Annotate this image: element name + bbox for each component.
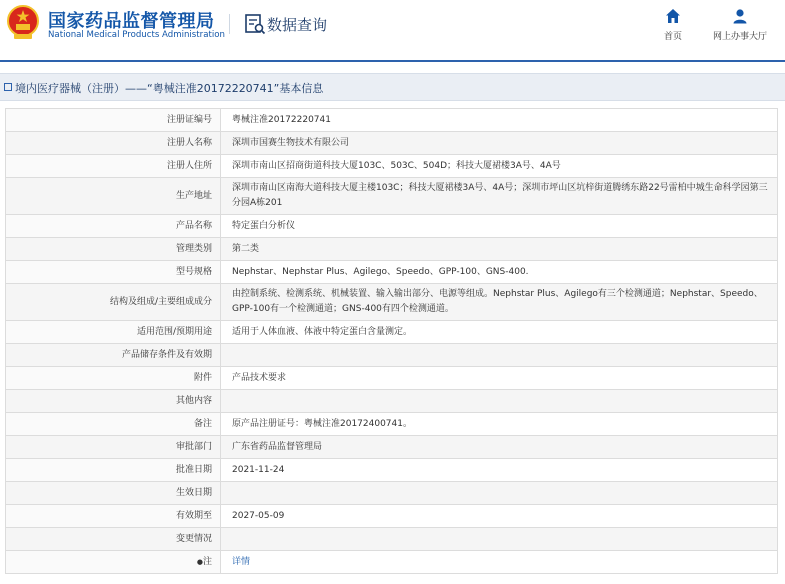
table-row xyxy=(6,109,778,132)
row-value: 2027-05-09 xyxy=(221,505,778,528)
table-row xyxy=(6,261,778,284)
table-row xyxy=(6,390,778,413)
table-row xyxy=(6,238,778,261)
user-icon xyxy=(732,8,748,24)
row-label: 结构及组成/主要组成成分 xyxy=(6,284,221,321)
row-value: 深圳市国赛生物技术有限公司 xyxy=(221,132,778,155)
row-value: 原产品注册证号：粤械注准20172400741。 xyxy=(221,413,778,436)
row-label: 注册人住所 xyxy=(6,155,221,178)
table-row xyxy=(6,321,778,344)
details-link[interactable]: 详情 xyxy=(232,556,251,567)
table-row xyxy=(6,459,778,482)
row-label: 适用范围/预期用途 xyxy=(6,321,221,344)
site-subtitle: National Medical Products Administration xyxy=(48,30,225,40)
table-row xyxy=(6,528,778,551)
row-value: 产品技术要求 xyxy=(221,367,778,390)
table-row xyxy=(6,178,778,215)
row-label: 注册证编号 xyxy=(6,109,221,132)
row-label: 生效日期 xyxy=(6,482,221,505)
table-row xyxy=(6,155,778,178)
row-value: 深圳市南山区招商街道科技大厦103C、503C、504D；科技大厦裙楼3A号、4A号 xyxy=(221,155,778,178)
row-value: 特定蛋白分析仪 xyxy=(221,215,778,238)
row-label: 变更情况 xyxy=(6,528,221,551)
row-label: 批准日期 xyxy=(6,459,221,482)
table-row xyxy=(6,284,778,321)
row-value-note xyxy=(221,551,778,574)
header-divider xyxy=(229,14,230,34)
square-bullet-icon xyxy=(4,83,12,91)
row-label: 备注 xyxy=(6,413,221,436)
row-label: 管理类别 xyxy=(6,238,221,261)
home-icon xyxy=(665,8,681,24)
row-value: Nephstar、Nephstar Plus、Agilego、Speedo、GPP-100、GNS-400. xyxy=(221,261,778,284)
row-value xyxy=(221,344,778,367)
header-accent-line xyxy=(0,60,785,62)
row-label: 审批部门 xyxy=(6,436,221,459)
row-value: 2021-11-24 xyxy=(221,459,778,482)
nav-service-hall-button[interactable] xyxy=(708,8,772,48)
data-query-label: 数据查询 xyxy=(267,16,328,34)
row-label: 产品储存条件及有效期 xyxy=(6,344,221,367)
note-label: 注 xyxy=(202,556,212,567)
bullet-dot-icon: ● xyxy=(196,557,203,566)
row-value xyxy=(221,528,778,551)
row-label: 其他内容 xyxy=(6,390,221,413)
table-row-note xyxy=(6,551,778,574)
table-row xyxy=(6,482,778,505)
row-label-note xyxy=(6,551,221,574)
site-title: 国家药品监督管理局 xyxy=(48,11,215,32)
data-query-icon xyxy=(244,13,266,35)
row-label: 附件 xyxy=(6,367,221,390)
row-value: 由控制系统、检测系统、机械装置、输入输出部分、电源等组成。Nephstar Plus、Agilego有三个检测通道；Nephstar、Speedo、GPP-100有一个检测通道；GNS-400有四个检测通道。 xyxy=(221,284,778,321)
site-header xyxy=(0,0,785,58)
nav-home-button[interactable] xyxy=(656,8,690,48)
table-row xyxy=(6,367,778,390)
section-title-bar xyxy=(0,73,785,101)
table-row xyxy=(6,215,778,238)
row-label: 生产地址 xyxy=(6,178,221,215)
row-value xyxy=(221,390,778,413)
nav-home-label: 首页 xyxy=(663,32,682,42)
table-row xyxy=(6,132,778,155)
row-value: 粤械注准20172220741 xyxy=(221,109,778,132)
row-value xyxy=(221,482,778,505)
table-row xyxy=(6,505,778,528)
row-label: 注册人名称 xyxy=(6,132,221,155)
row-value: 广东省药品监督管理局 xyxy=(221,436,778,459)
row-label: 产品名称 xyxy=(6,215,221,238)
registration-info-table xyxy=(5,108,778,574)
nav-service-hall-label: 网上办事大厅 xyxy=(712,32,767,42)
row-value: 深圳市南山区南海大道科技大厦主楼103C；科技大厦裙楼3A号、4A号；深圳市坪山区坑梓街道腾绣东路22号雷柏中城生命科学园第三分园A栋201 xyxy=(221,178,778,215)
page-title: 境内医疗器械（注册）——“粤械注准20172220741”基本信息 xyxy=(15,82,324,95)
row-value: 第二类 xyxy=(221,238,778,261)
table-row xyxy=(6,344,778,367)
table-row xyxy=(6,413,778,436)
row-label: 有效期至 xyxy=(6,505,221,528)
table-row xyxy=(6,436,778,459)
row-value: 适用于人体血液、体液中特定蛋白含量测定。 xyxy=(221,321,778,344)
national-emblem-icon xyxy=(6,4,40,42)
row-label: 型号规格 xyxy=(6,261,221,284)
